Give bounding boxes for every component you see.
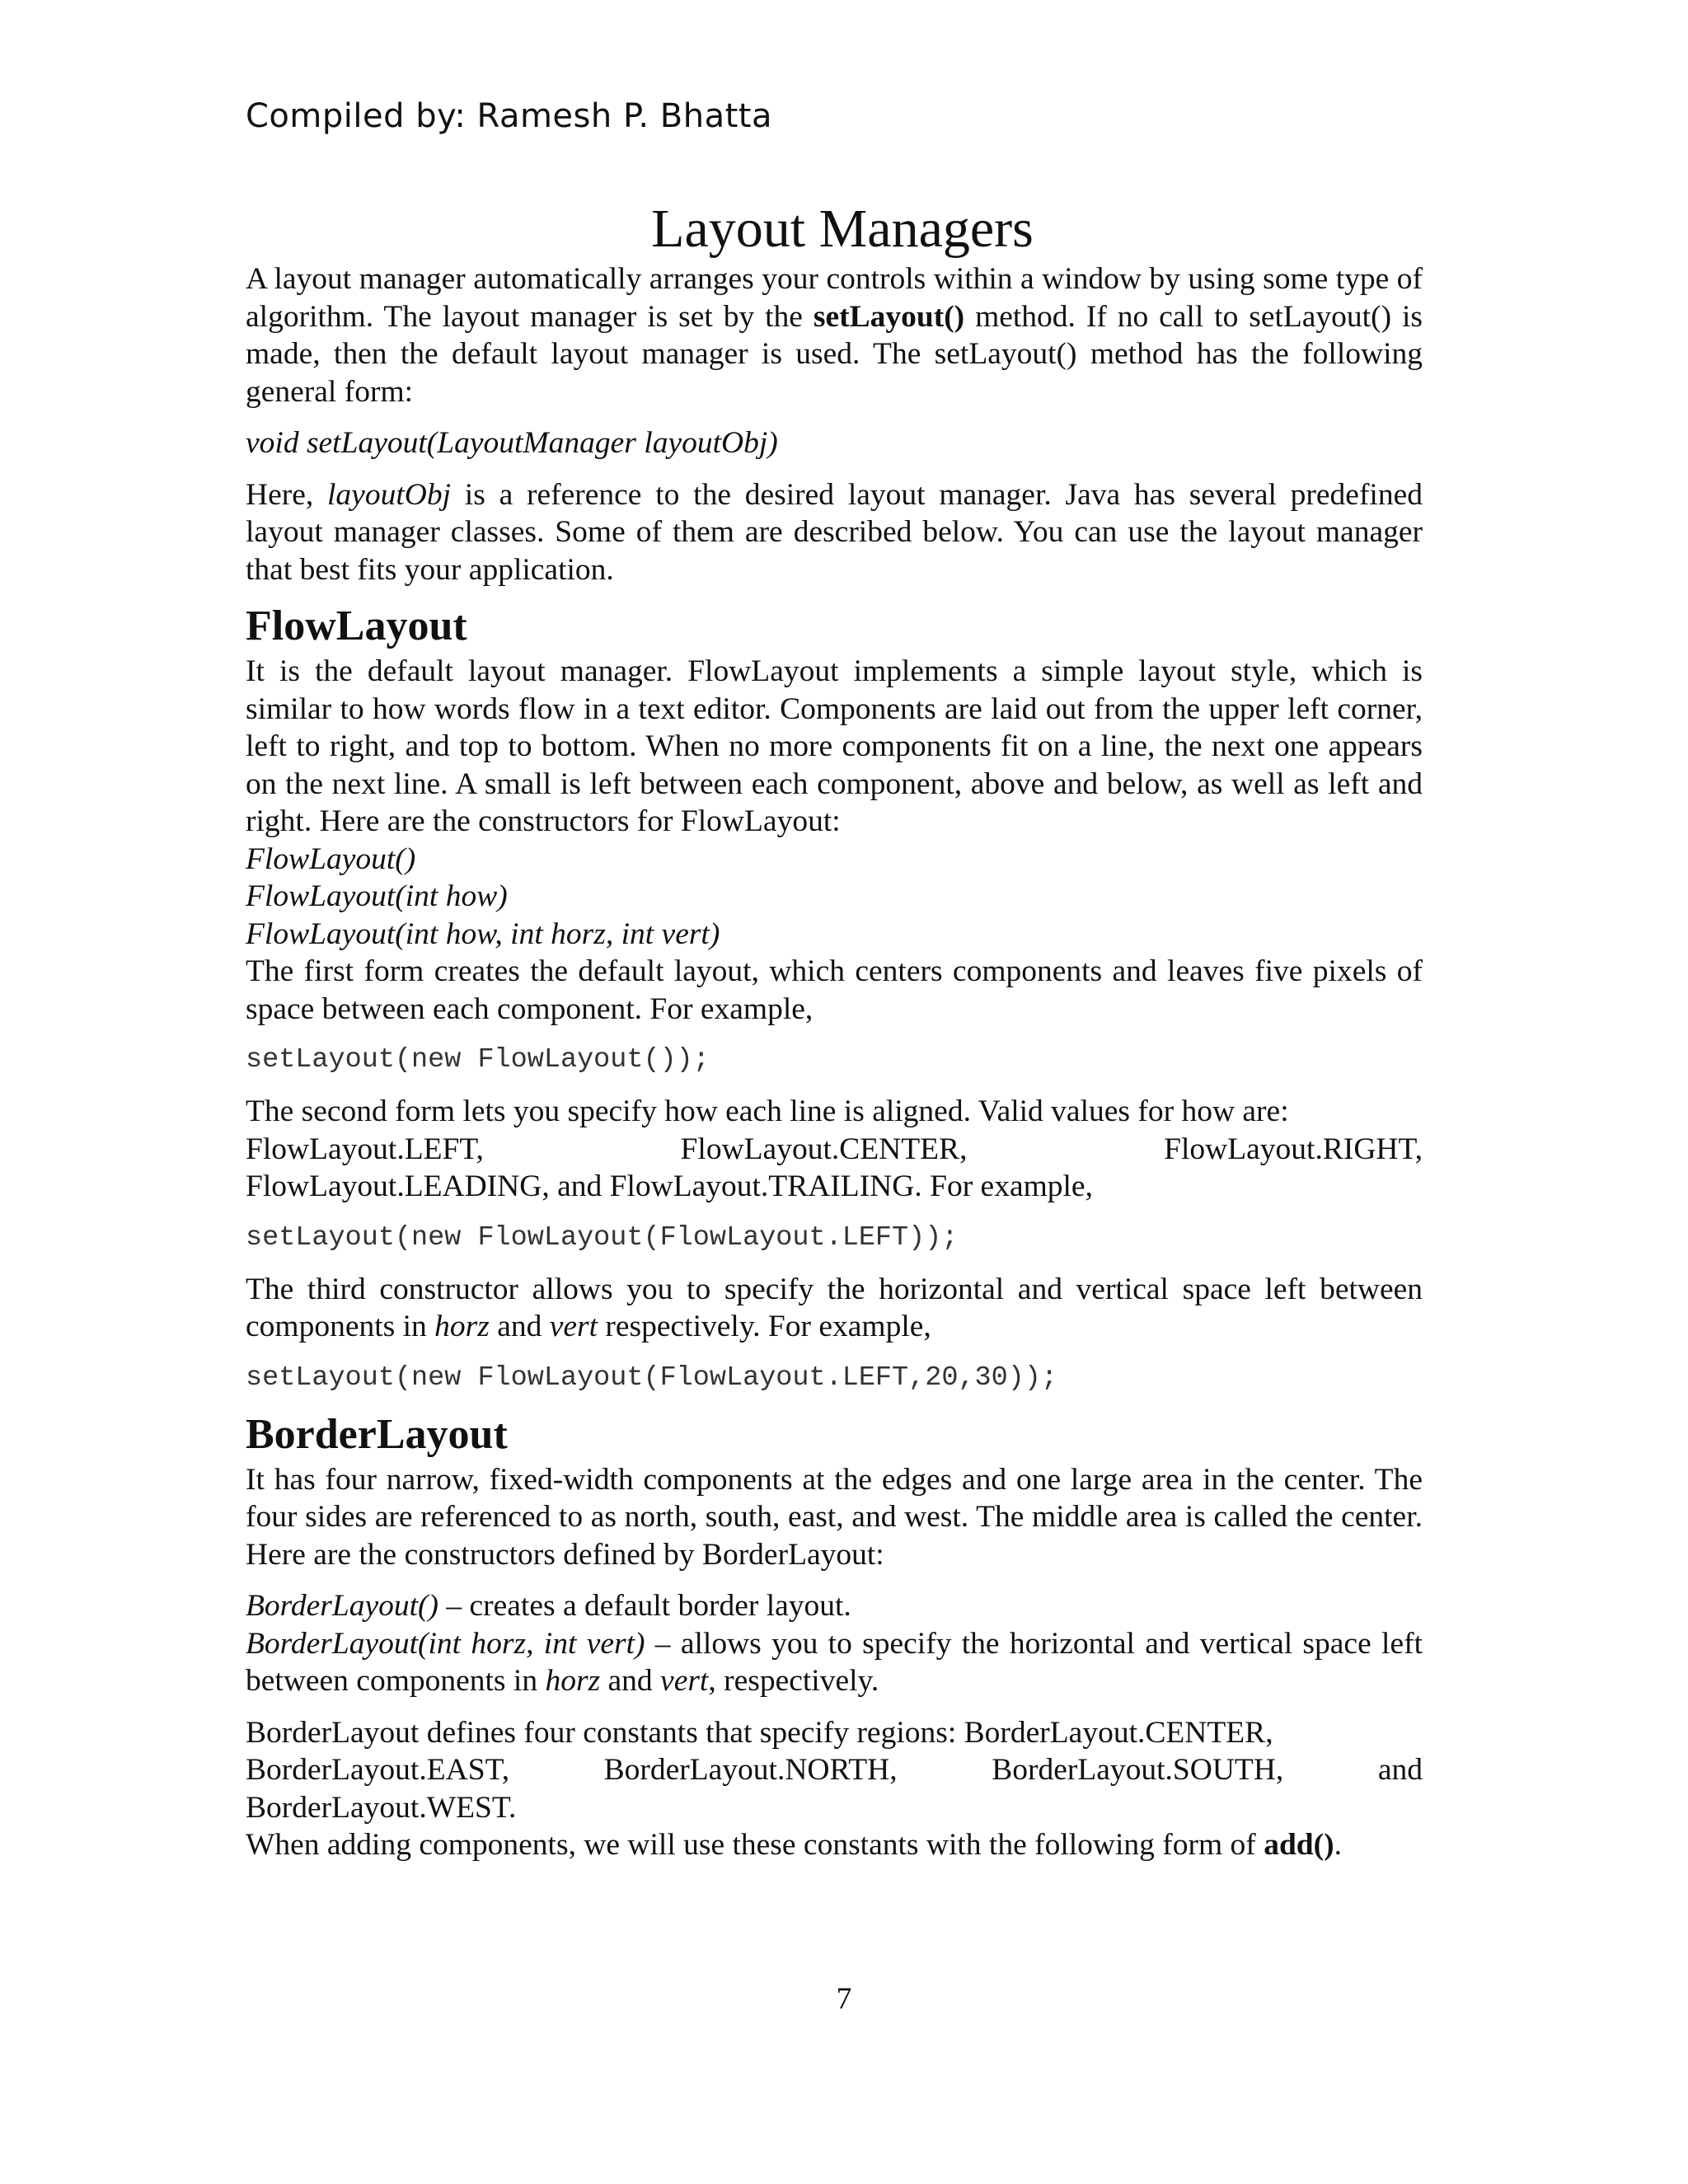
const-north: BorderLayout.NORTH,: [603, 1753, 898, 1787]
flowlayout-heading: FlowLayout: [246, 602, 467, 649]
ctor-1-description: – creates a default border layout.: [438, 1589, 851, 1623]
page-title: Layout Managers: [651, 199, 1034, 259]
and-word: and: [1377, 1753, 1423, 1787]
borderlayout-add-note: [246, 1826, 1423, 1864]
setlayout-method: setLayout(): [813, 299, 965, 334]
flowlayout-first-form: The first form creates the default layout, which centers components and leaves five pixels of space between each component. For example,: [246, 954, 1423, 1026]
and-text: and: [489, 1310, 550, 1343]
code-example-2: setLayout(new FlowLayout(FlowLayout.LEFT));: [246, 1221, 959, 1254]
ctor-2-description: – allows you to specify the horizontal and vertical space left between components in: [246, 1626, 1423, 1698]
horz-term-2: horz: [545, 1664, 601, 1698]
method-signature: void setLayout(LayoutManager layoutObj): [246, 426, 778, 460]
ctor-1-signature: BorderLayout(): [246, 1589, 438, 1623]
third-form-text: The third constructor allows you to specify the horizontal and vertical space left between components in: [246, 1272, 1423, 1343]
here-text: Here,: [246, 477, 328, 512]
borderlayout-description: It has four narrow, fixed-width components at the edges and one large area in the center. The four sides are referenced to as north, south, east, and west. The middle area is called the center. Here are the constructors defined by BorderLayout:: [246, 1462, 1423, 1572]
intro-text: A layout manager automatically arranges your controls within a window by using some type of algorithm. The layout manager is set by the: [246, 262, 1423, 334]
intro-text-3: is a reference to the desired layout manager. Java has several predefined layout manager classes. Some of them are described below. You can use the layout manager that best fits your application.: [246, 477, 1423, 587]
code-example-1: setLayout(new FlowLayout());: [246, 1044, 710, 1076]
vert-term: vert: [549, 1310, 598, 1343]
page-content: [246, 198, 1423, 1864]
ctor-2-signature: BorderLayout(int horz, int vert): [246, 1626, 645, 1661]
intro-text-2: method. If no call to setLayout() is made, then the default layout manager is used. The setLayout() method has the following general form:: [246, 299, 1423, 409]
const-south: BorderLayout.SOUTH,: [992, 1753, 1284, 1787]
flowlayout-constants-row: [246, 1131, 1423, 1169]
add-method: add(): [1264, 1828, 1334, 1862]
code-example-3: setLayout(new FlowLayout(FlowLayout.LEFT,20,30));: [246, 1361, 1058, 1394]
horz-term: horz: [434, 1310, 490, 1343]
flowlayout-description: It is the default layout manager. FlowLayout implements a simple layout style, which is similar to how words flow in a text editor. Components are laid out from the upper left corner, left to right, and top to bottom. When no more components fit on a line, the next one appears on the next line. A small is left between each component, above and below, as well as left and right. Here are the constructors for FlowLayout:: [246, 654, 1423, 838]
flowlayout-third-form: [246, 1271, 1423, 1346]
const-right: FlowLayout.RIGHT,: [1164, 1132, 1423, 1166]
flowlayout-ctor-1: FlowLayout(): [246, 841, 416, 876]
const-center: FlowLayout.CENTER,: [680, 1132, 968, 1166]
second-form-text: The second form lets you specify how each line is aligned. Valid values for how are:: [246, 1094, 1289, 1128]
and-text-2: and: [600, 1664, 661, 1698]
flowlayout-constants-end: FlowLayout.LEADING, and FlowLayout.TRAILING. For example,: [246, 1169, 1093, 1203]
borderlayout-constants-intro: BorderLayout defines four constants that specify regions: BorderLayout.CENTER,: [246, 1715, 1273, 1750]
borderlayout-constants-end: BorderLayout.WEST.: [246, 1790, 517, 1825]
const-east: BorderLayout.EAST,: [246, 1753, 510, 1787]
flowlayout-ctor-3: FlowLayout(int how, int horz, int vert): [246, 916, 720, 951]
intro-paragraph-2: [246, 476, 1423, 589]
flowlayout-ctor-2: FlowLayout(int how): [246, 879, 508, 913]
flowlayout-second-form: [246, 1093, 1423, 1131]
add-note-text: When adding components, we will use these constants with the following form of: [246, 1828, 1264, 1862]
layoutobj-term: layoutObj: [327, 477, 451, 512]
const-left: FlowLayout.LEFT,: [246, 1132, 484, 1166]
third-form-end: respectively. For example,: [598, 1310, 931, 1343]
borderlayout-heading: BorderLayout: [246, 1410, 508, 1458]
borderlayout-constants-row: [246, 1751, 1423, 1789]
add-note-end: .: [1334, 1828, 1342, 1862]
vert-term-2: vert: [660, 1664, 709, 1698]
ctor-2-end: , respectively.: [708, 1664, 879, 1698]
intro-paragraph: [246, 260, 1423, 410]
compiled-by-header: Compiled by: Ramesh P. Bhatta: [246, 97, 772, 135]
borderlayout-ctor-1: [246, 1587, 1423, 1625]
borderlayout-ctor-2: [246, 1625, 1423, 1700]
page-number: 7: [836, 1982, 852, 2016]
